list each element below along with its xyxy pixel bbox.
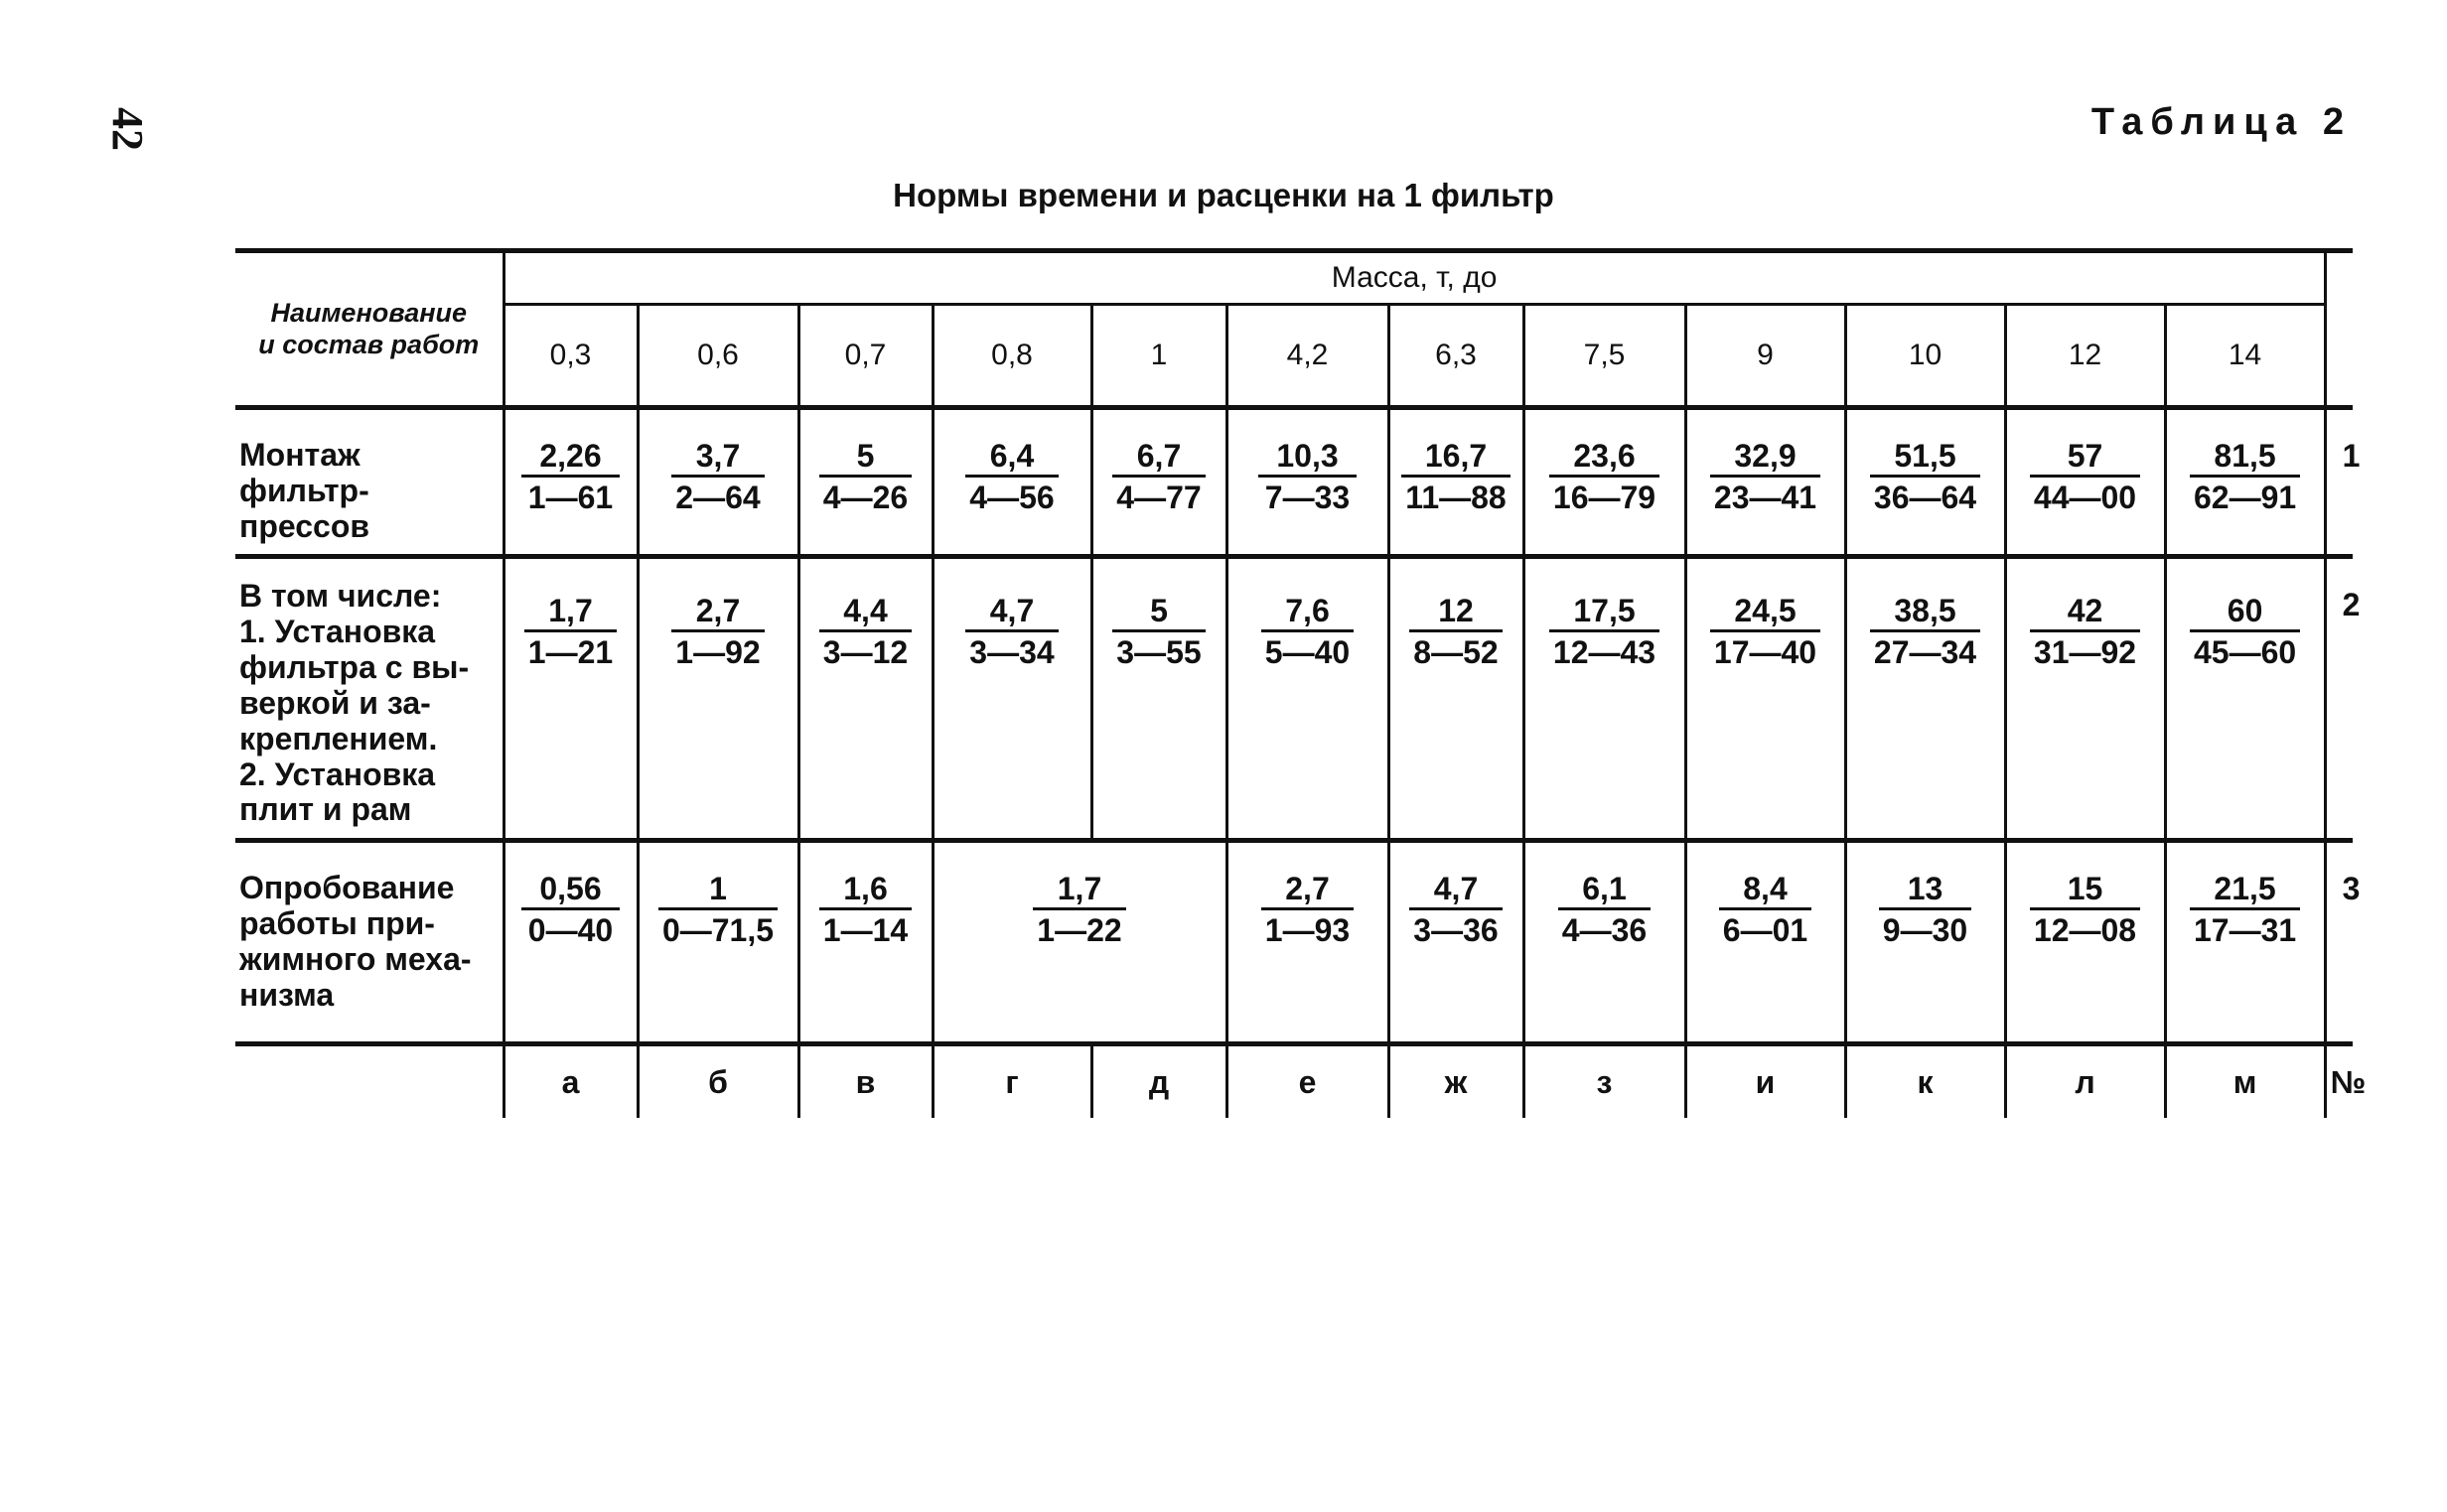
- norm-fraction: [1261, 871, 1354, 949]
- norm-cell: [638, 408, 798, 557]
- norm-fraction: [2190, 438, 2300, 516]
- norm-fraction: [965, 593, 1058, 671]
- rate: 4—56: [969, 479, 1055, 515]
- work-name-line: 1. Установка: [239, 614, 436, 650]
- time-norm: 1,6: [819, 871, 912, 910]
- norm-fraction: [2190, 593, 2300, 671]
- column-letter: м: [2165, 1044, 2325, 1119]
- time-norm: 6,7: [1112, 438, 1205, 478]
- norm-fraction: [1401, 438, 1510, 516]
- rate: 23—41: [1713, 479, 1817, 515]
- time-norm: 1: [658, 871, 778, 910]
- work-name-cell: [235, 408, 504, 557]
- norm-cell: [1845, 557, 2005, 841]
- norm-fraction: [1870, 438, 1980, 516]
- page-number: 42: [103, 107, 152, 151]
- time-norm: 2,7: [671, 593, 764, 632]
- time-norm: 2,7: [1261, 871, 1354, 910]
- work-name-line: В том числе:: [239, 578, 442, 615]
- norm-fraction: [1549, 593, 1659, 671]
- rate: 0—71,5: [661, 912, 775, 949]
- work-name-line: работы при-: [239, 905, 435, 942]
- mass-value-header: 0,8: [933, 305, 1091, 408]
- column-letters-row: [235, 1044, 2353, 1119]
- work-name-line: веркой и за-: [239, 684, 431, 721]
- norm-cell: [798, 557, 933, 841]
- time-norm: 16,7: [1401, 438, 1510, 478]
- norm-cell: [798, 408, 933, 557]
- work-name-cell: [235, 841, 504, 1044]
- rate: 1—14: [822, 912, 909, 949]
- rate: 45—60: [2193, 634, 2297, 671]
- rate: 17—40: [1713, 634, 1817, 671]
- table-row: [235, 408, 2353, 557]
- norm-fraction: [1258, 438, 1356, 516]
- norm-cell: [1523, 841, 1685, 1044]
- rate: 12—43: [1552, 634, 1656, 671]
- rate: 31—92: [2033, 634, 2137, 671]
- rate: 1—92: [675, 634, 761, 671]
- norm-fraction: [1710, 438, 1820, 516]
- name-column-header-line-2: и состав работ: [258, 329, 480, 359]
- table-label: Таблица 2: [2090, 101, 2352, 143]
- rate: 3—34: [969, 634, 1055, 671]
- norm-fraction: [819, 438, 912, 516]
- time-norm: 5: [1112, 593, 1205, 632]
- rate: 6—01: [1722, 912, 1808, 949]
- work-name-line: 2. Установка: [239, 756, 436, 792]
- time-norm: 2,26: [521, 438, 619, 478]
- norm-fraction: [658, 871, 778, 949]
- mass-value-header: 0,3: [504, 305, 638, 408]
- norm-fraction: [1710, 593, 1820, 671]
- norm-fraction: [1409, 871, 1502, 949]
- empty-cell: [235, 1044, 504, 1119]
- table-title: Нормы времени и расценки на 1 фильтр: [893, 177, 1554, 213]
- rate: 27—34: [1873, 634, 1977, 671]
- norm-fraction: [1033, 871, 1125, 949]
- norm-cell: [504, 841, 638, 1044]
- header-row-mass-values: [235, 305, 2353, 408]
- norm-fraction: [1549, 438, 1659, 516]
- table-row: [235, 557, 2353, 841]
- time-norm: 60: [2190, 593, 2300, 632]
- norm-cell: [798, 841, 933, 1044]
- header-row-mass-group: [235, 251, 2353, 305]
- norm-fraction: [819, 871, 912, 949]
- work-name-line: Монтаж: [239, 437, 360, 473]
- norm-cell: [1685, 841, 1845, 1044]
- rate: 3—55: [1116, 634, 1202, 671]
- rate: 4—77: [1116, 479, 1202, 515]
- work-name-line: низма: [239, 976, 335, 1013]
- rate: 0—40: [527, 912, 614, 949]
- time-norm: 1,7: [524, 593, 617, 632]
- rate: 44—00: [2033, 479, 2137, 515]
- column-letter: ж: [1388, 1044, 1523, 1119]
- time-norm: 15: [2030, 871, 2140, 910]
- norm-fraction: [2030, 438, 2140, 516]
- norm-cell: [1091, 557, 1226, 841]
- norm-cell: [1226, 557, 1388, 841]
- column-letter: в: [798, 1044, 933, 1119]
- norm-fraction: [524, 593, 617, 671]
- column-letter: и: [1685, 1044, 1845, 1119]
- norm-cell: [638, 841, 798, 1044]
- rate: 62—91: [2193, 479, 2297, 515]
- name-column-header-line-1: Наименование: [270, 298, 468, 329]
- norm-cell-merged: [933, 841, 1226, 1044]
- rate: 36—64: [1873, 479, 1977, 515]
- norm-cell: [1523, 557, 1685, 841]
- mass-value-header: 12: [2005, 305, 2165, 408]
- time-norm: 21,5: [2190, 871, 2300, 910]
- rate: 5—40: [1264, 634, 1351, 671]
- norm-fraction: [521, 871, 619, 949]
- row-number: 2: [2325, 557, 2353, 841]
- norm-cell: [1388, 841, 1523, 1044]
- norm-fraction: [1112, 438, 1205, 516]
- time-norm: 23,6: [1549, 438, 1659, 478]
- column-letter: г: [933, 1044, 1091, 1119]
- rate: 11—88: [1405, 479, 1507, 515]
- time-norm: 4,4: [819, 593, 912, 632]
- norm-cell: [1091, 408, 1226, 557]
- norm-fraction: [1870, 593, 1980, 671]
- work-name-line: Опробование: [239, 870, 455, 906]
- norm-cell: [1388, 408, 1523, 557]
- rate: 12—08: [2033, 912, 2137, 949]
- work-name-cell: [235, 557, 504, 841]
- rate: 1—93: [1264, 912, 1351, 949]
- mass-value-header: 9: [1685, 305, 1845, 408]
- rate: 4—26: [822, 479, 909, 515]
- rate: 2—64: [675, 479, 761, 515]
- norm-cell: [1226, 408, 1388, 557]
- norm-fraction: [1409, 593, 1502, 671]
- norm-fraction: [671, 438, 764, 516]
- name-column-header: [235, 251, 504, 408]
- norms-table: [235, 248, 2367, 1118]
- time-norm: 51,5: [1870, 438, 1980, 478]
- norm-fraction: [671, 593, 764, 671]
- rate: 3—36: [1413, 912, 1499, 949]
- rate: 1—21: [527, 634, 614, 671]
- norm-fraction: [2030, 871, 2140, 949]
- rate: 1—61: [527, 479, 614, 515]
- rate: 16—79: [1552, 479, 1656, 515]
- time-norm: 6,1: [1558, 871, 1651, 910]
- time-norm: 12: [1409, 593, 1502, 632]
- norm-cell: [933, 408, 1091, 557]
- norm-cell: [1685, 557, 1845, 841]
- row-number: 1: [2325, 408, 2353, 557]
- mass-value-header: 6,3: [1388, 305, 1523, 408]
- time-norm: 4,7: [965, 593, 1058, 632]
- rate: 8—52: [1413, 634, 1499, 671]
- time-norm: 7,6: [1261, 593, 1354, 632]
- norm-cell: [1226, 841, 1388, 1044]
- rate: 17—31: [2193, 912, 2297, 949]
- norm-cell: [1523, 408, 1685, 557]
- norm-fraction: [1879, 871, 1971, 949]
- norm-cell: [2005, 557, 2165, 841]
- number-sign: №: [2330, 1063, 2367, 1100]
- norm-fraction: [2190, 871, 2300, 949]
- time-norm: 13: [1879, 871, 1971, 910]
- row-number: 3: [2325, 841, 2353, 1044]
- column-letter: з: [1523, 1044, 1685, 1119]
- norm-fraction: [1261, 593, 1354, 671]
- time-norm: 5: [819, 438, 912, 478]
- time-norm: 32,9: [1710, 438, 1820, 478]
- time-norm: 0,56: [521, 871, 619, 910]
- work-name-line: жимного меха-: [239, 941, 472, 978]
- rate: 3—12: [822, 634, 909, 671]
- work-name-line: плит и рам: [239, 791, 412, 828]
- time-norm: 42: [2030, 593, 2140, 632]
- mass-value-header: 0,6: [638, 305, 798, 408]
- norm-cell: [504, 408, 638, 557]
- norm-fraction: [521, 438, 619, 516]
- mass-group-header: Масса, т, до: [504, 251, 2325, 305]
- norm-cell: [1388, 557, 1523, 841]
- rate: 4—36: [1561, 912, 1648, 949]
- time-norm: 3,7: [671, 438, 764, 478]
- norm-cell: [2165, 841, 2325, 1044]
- column-letter: а: [504, 1044, 638, 1119]
- norm-fraction: [965, 438, 1058, 516]
- time-norm: 57: [2030, 438, 2140, 478]
- rate: 7—33: [1264, 479, 1351, 515]
- norm-cell: [2165, 408, 2325, 557]
- norm-cell: [504, 557, 638, 841]
- norm-cell: [638, 557, 798, 841]
- column-letter: б: [638, 1044, 798, 1119]
- time-norm: 6,4: [965, 438, 1058, 478]
- number-column-header: [2325, 251, 2353, 408]
- time-norm: 24,5: [1710, 593, 1820, 632]
- mass-value-header: 1: [1091, 305, 1226, 408]
- time-norm: 10,3: [1258, 438, 1356, 478]
- norm-fraction: [819, 593, 912, 671]
- norm-fraction: [2030, 593, 2140, 671]
- norm-cell: [2165, 557, 2325, 841]
- time-norm: 17,5: [1549, 593, 1659, 632]
- mass-value-header: 14: [2165, 305, 2325, 408]
- column-letter: д: [1091, 1044, 1226, 1119]
- column-letter: е: [1226, 1044, 1388, 1119]
- norm-cell: [2005, 408, 2165, 557]
- time-norm: 4,7: [1409, 871, 1502, 910]
- time-norm: 38,5: [1870, 593, 1980, 632]
- norm-fraction: [1719, 871, 1811, 949]
- norms-table-wrapper: [235, 248, 2367, 1118]
- time-norm: 8,4: [1719, 871, 1811, 910]
- norm-cell: [933, 557, 1091, 841]
- mass-value-header: 7,5: [1523, 305, 1685, 408]
- norm-cell: [2005, 841, 2165, 1044]
- column-letter: л: [2005, 1044, 2165, 1119]
- norm-cell: [1845, 841, 2005, 1044]
- mass-value-header: 4,2: [1226, 305, 1388, 408]
- column-letter: к: [1845, 1044, 2005, 1119]
- norm-cell: [1845, 408, 2005, 557]
- norm-fraction: [1558, 871, 1651, 949]
- table-row: [235, 841, 2353, 1044]
- norm-cell: [1685, 408, 1845, 557]
- rate: 1—22: [1037, 912, 1122, 949]
- mass-value-header: 0,7: [798, 305, 933, 408]
- mass-value-header: 10: [1845, 305, 2005, 408]
- work-name-line: фильтра с вы-: [239, 649, 470, 686]
- norm-fraction: [1112, 593, 1205, 671]
- rate: 9—30: [1882, 912, 1968, 949]
- work-name-line: креплением.: [239, 720, 438, 756]
- work-name-line: фильтр-прессов: [239, 472, 370, 544]
- time-norm: 81,5: [2190, 438, 2300, 478]
- time-norm: 1,7: [1033, 871, 1125, 910]
